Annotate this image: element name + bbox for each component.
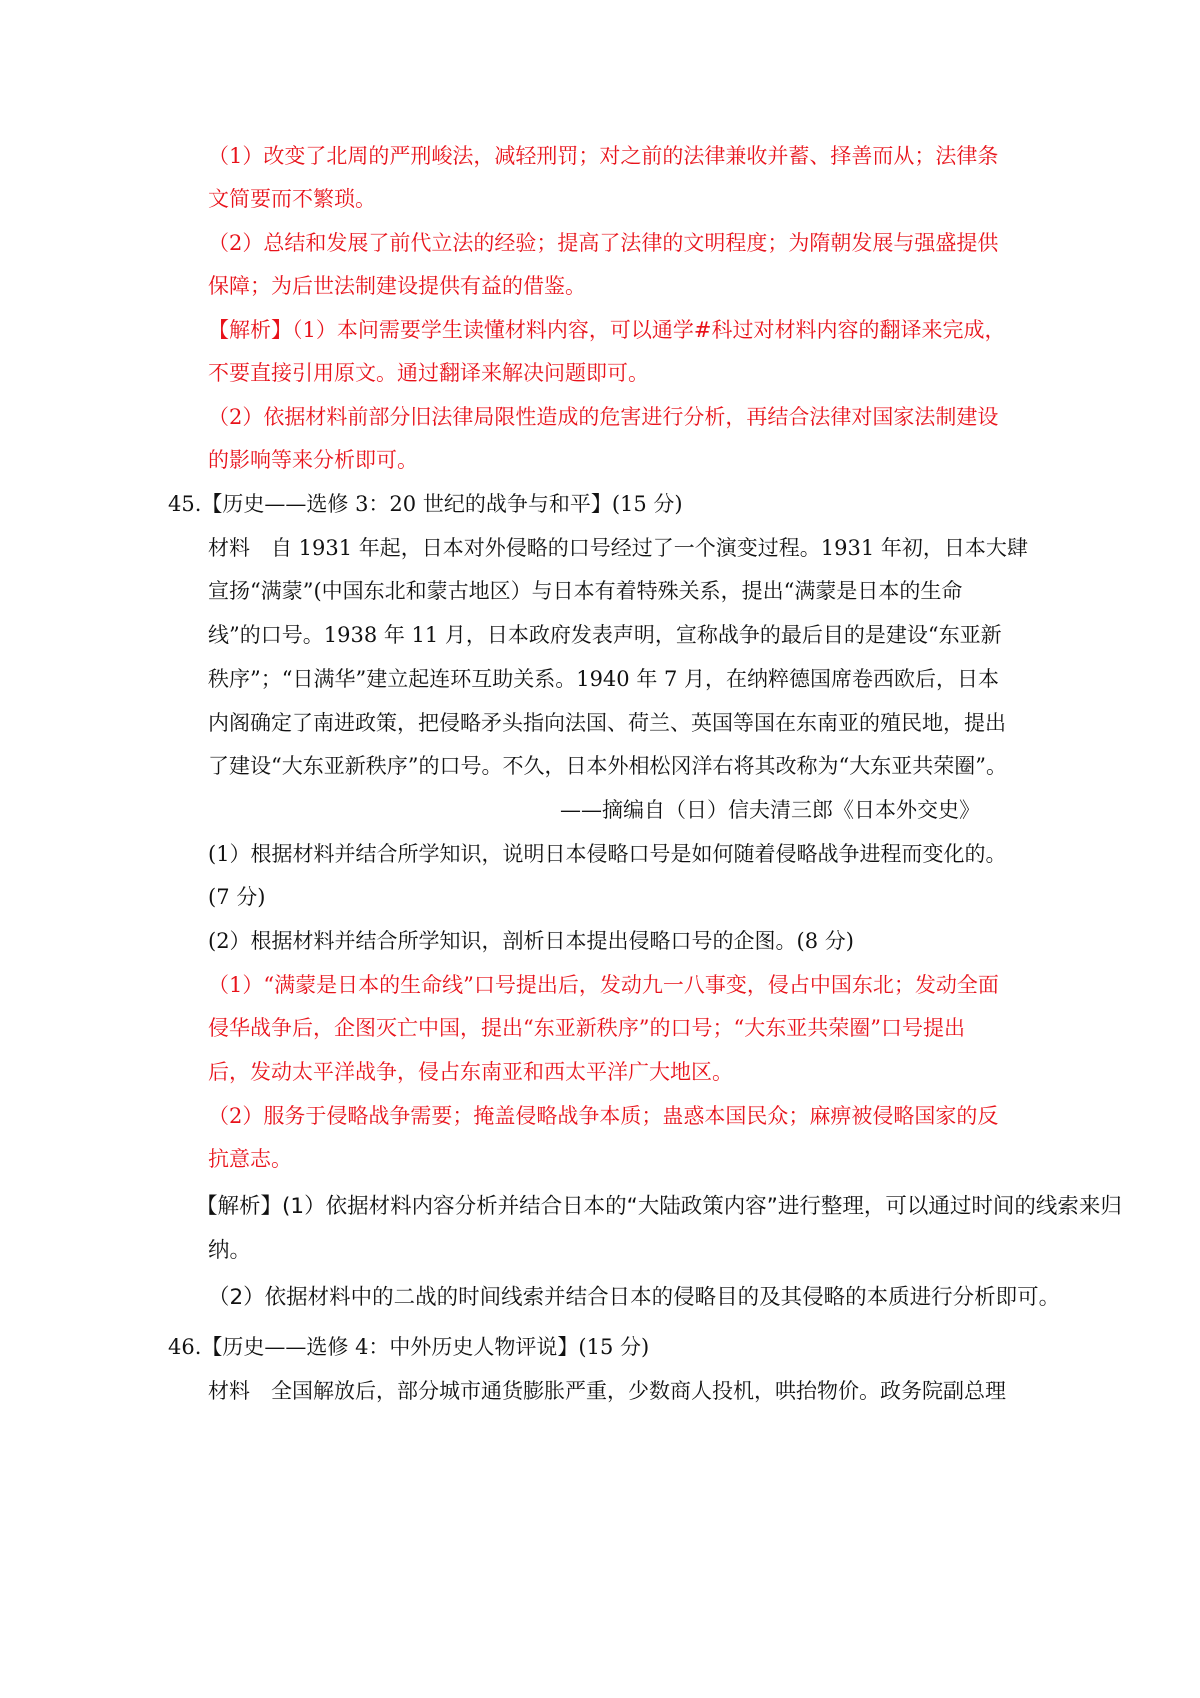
q45-subquestion-1-line-1: (1）根据材料并结合所学知识，说明日本侵略口号是如何随着侵略战争进程而变化的。 xyxy=(208,842,1007,866)
q45-subquestion-2: (2）根据材料并结合所学知识，剖析日本提出侵略口号的企图。(8 分) xyxy=(208,929,854,953)
q45-material-line-3: 线”的口号。1938 年 11 月，日本政府发表声明，宣称战争的最后目的是建设“东亚新 xyxy=(208,623,1002,647)
question-46-heading: 46.【历史——选修 4：中外历史人物评说】(15 分) xyxy=(168,1335,650,1359)
q45-answer-2-line-2: 抗意志。 xyxy=(208,1147,292,1171)
answer-1-line-1: （1）改变了北周的严刑峻法，减轻刑罚；对之前的法律兼收并蓄、择善而从；法律条 xyxy=(208,144,999,168)
q45-material-line-2: 宣扬“满蒙”(中国东北和蒙古地区）与日本有着特殊关系，提出“满蒙是日本的生命 xyxy=(208,579,963,603)
q45-answer-2-line-1: （2）服务于侵略战争需要；掩盖侵略战争本质；蛊惑本国民众；麻痹被侵略国家的反 xyxy=(208,1104,999,1128)
q45-answer-1-line-3: 后，发动太平洋战争，侵占东南亚和西太平洋广大地区。 xyxy=(208,1060,733,1084)
q45-material-line-4: 秩序”；“日满华”建立起连环互助关系。1940 年 7 月，在纳粹德国席卷西欧后，日本 xyxy=(208,667,1000,691)
answer-2-line-1: （2）总结和发展了前代立法的经验；提高了法律的文明程度；为隋朝发展与强盛提供 xyxy=(208,231,999,255)
q45-answer-1-line-1: （1）“满蒙是日本的生命线”口号提出后，发动九一八事变，侵占中国东北；发动全面 xyxy=(208,973,999,997)
q45-material-line-1: 材料 自 1931 年起，日本对外侵略的口号经过了一个演变过程。1931 年初，日本大肆 xyxy=(208,536,1028,560)
analysis-1-line-2: 不要直接引用原文。通过翻译来解决问题即可。 xyxy=(208,361,649,385)
q45-answer-1-line-2: 侵华战争后，企图灭亡中国，提出“东亚新秩序”的口号；“大东亚共荣圈”口号提出 xyxy=(208,1016,965,1040)
answer-2-line-2: 保障；为后世法制建设提供有益的借鉴。 xyxy=(208,274,586,298)
q46-material-line-1: 材料 全国解放后，部分城市通货膨胀严重，少数商人投机，哄抬物价。政务院副总理 xyxy=(208,1379,1006,1403)
q45-material-line-5: 内阁确定了南进政策，把侵略矛头指向法国、荷兰、英国等国在东南亚的殖民地，提出 xyxy=(208,711,1006,735)
question-45-heading: 45.【历史——选修 3：20 世纪的战争与和平】(15 分) xyxy=(168,492,683,516)
analysis-1-line-1: 【解析】（1）本问需要学生读懂材料内容，可以通学#科过对材料内容的翻译来完成， xyxy=(208,318,1006,342)
answer-1-line-2: 文简要而不繁琐。 xyxy=(208,187,376,211)
q45-source-citation: ——摘编自（日）信夫清三郎《日本外交史》 xyxy=(560,798,980,822)
analysis-2-line-2: 的影响等来分析即可。 xyxy=(208,448,418,472)
q45-material-line-6: 了建设“大东亚新秩序”的口号。不久，日本外相松冈洋右将其改称为“大东亚共荣圈”。 xyxy=(208,754,1007,778)
q45-analysis-2: （2）依据材料中的二战的时间线索并结合日本的侵略目的及其侵略的本质进行分析即可。 xyxy=(208,1285,1061,1310)
q45-analysis-1-line-1: 【解析】(1）依据材料内容分析并结合日本的“大陆政策内容”进行整理，可以通过时间的线索来归 xyxy=(196,1194,1122,1219)
q45-analysis-1-line-2: 纳。 xyxy=(208,1238,252,1263)
analysis-2-line-1: （2）依据材料前部分旧法律局限性造成的危害进行分析，再结合法律对国家法制建设 xyxy=(208,405,999,429)
q45-subquestion-1-line-2: (7 分) xyxy=(208,885,266,909)
